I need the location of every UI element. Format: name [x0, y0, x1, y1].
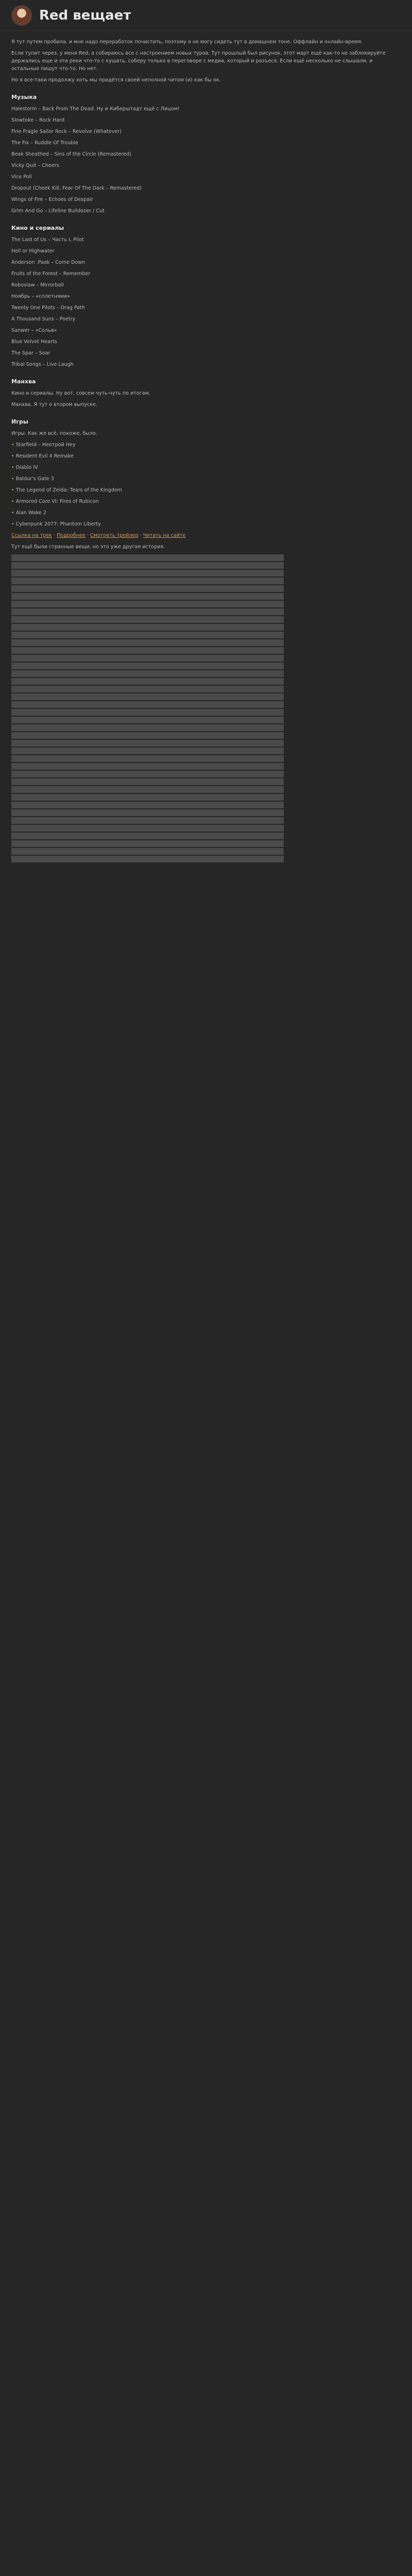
dense-text-block — [11, 554, 401, 862]
movies-item: A Thousand Suns – Poetry — [11, 316, 76, 322]
text-line — [11, 578, 401, 584]
text-line — [11, 663, 401, 669]
text-line — [11, 717, 401, 723]
article — [0, 31, 412, 862]
music-item: Beak Sheathed – Sins of the Circle (Remastered) — [11, 151, 131, 157]
game-bullet — [11, 464, 401, 471]
text-line — [11, 740, 401, 747]
bullet-marker: • — [11, 453, 14, 459]
text-line — [11, 840, 401, 847]
avatar — [11, 5, 32, 26]
separator: · — [140, 533, 143, 538]
movies-item: Sanwer – «Сольв» — [11, 328, 57, 333]
text-line — [11, 624, 401, 631]
game-bullet — [11, 520, 401, 528]
text-line — [11, 593, 401, 600]
text-line — [11, 554, 401, 561]
text-line — [11, 639, 401, 646]
text-line — [11, 655, 401, 662]
text-line — [11, 763, 401, 770]
music-item: Wings of Fire – Echoes of Despair — [11, 197, 93, 202]
bullet-marker: • — [11, 510, 14, 516]
page-title: Red вещает — [39, 7, 131, 23]
track-link[interactable]: Ссылка на трек — [11, 533, 52, 538]
text-line — [11, 825, 401, 832]
text-line — [11, 833, 401, 839]
bullet-marker: • — [11, 499, 14, 504]
separator: · — [54, 533, 57, 538]
movies-item: Ноябрь – «сплетнями» — [11, 294, 70, 299]
game-title: Armored Core VI: Fires of Rubicon — [15, 499, 99, 504]
game-bullet — [11, 486, 401, 494]
music-item: Dropout (Cheek Kill, Fear Of The Dark – Remastered) — [11, 185, 142, 191]
games-paragraph: Игры. Как же всё, похоже, было. — [11, 431, 97, 436]
header — [0, 0, 412, 31]
manhwa-paragraph: Кино и сериалы. Ну вот, совсем чуть-чуть по итогам. — [11, 391, 150, 396]
game-bullet — [11, 498, 401, 505]
text-line — [11, 647, 401, 654]
text-line — [11, 771, 401, 777]
text-line — [11, 748, 401, 754]
closing-paragraph: Тут ещё были странные вещи, но это уже другая история. — [11, 544, 165, 550]
music-item: Grim And Go – Lifeline Bulldozer / Cut — [11, 208, 105, 214]
link-row — [11, 532, 401, 539]
game-title: Cyberpunk 2077: Phantom Liberty — [15, 521, 101, 527]
text-line — [11, 724, 401, 731]
text-line — [11, 601, 401, 607]
text-line — [11, 570, 401, 577]
movies-item: Anderson .Paak – Come Down — [11, 260, 85, 265]
music-item: Vice Poll — [11, 174, 32, 180]
movies-item: The Last of Us – Часть I, Pilot — [11, 237, 84, 243]
text-line — [11, 585, 401, 592]
music-item: Slowtoke – Rock Hard — [11, 117, 65, 123]
bullet-marker: • — [11, 487, 14, 493]
text-line — [11, 616, 401, 623]
intro-paragraph: Я тут путем пробила, и мне надо переработок почистить, поэтому я не могу сидеть тут в домашнем тоне. Оффлайн и онлайн-время. — [11, 39, 363, 45]
bullet-marker: • — [11, 521, 14, 527]
movies-item: The Spar – Soar — [11, 350, 50, 356]
text-line — [11, 701, 401, 708]
section-title-manhwa: Манхва — [11, 378, 36, 385]
text-line — [11, 608, 401, 615]
bullet-marker: • — [11, 442, 14, 448]
text-line — [11, 632, 401, 638]
text-line — [11, 709, 401, 716]
site-link[interactable]: Читать на сайте — [143, 533, 186, 538]
music-item: Fine Fragle Sailor Rock – Revolve (Whatever) — [11, 129, 122, 134]
game-bullet — [11, 452, 401, 460]
section-title-music: Музыка — [11, 94, 37, 100]
section-title-games: Игры — [11, 418, 28, 425]
movies-item: Roboslaw – Mirrorball — [11, 282, 64, 288]
text-line — [11, 670, 401, 677]
trailer-link[interactable]: Смотреть трейлер — [90, 533, 139, 538]
manhwa-paragraph: Манхва. Я тут о втором выпуске. — [11, 402, 97, 408]
music-item: Halestorm – Back From The Dead. Ну и Киберштадт ещё с Лицом! — [11, 106, 180, 112]
text-line — [11, 693, 401, 700]
text-line — [11, 678, 401, 685]
movies-item: Blue Velvet Hearts — [11, 339, 57, 345]
game-title: Baldur's Gate 3 — [15, 476, 54, 482]
game-title: Starfield – Неотрой Hey — [15, 442, 76, 448]
text-line — [11, 856, 401, 862]
text-line — [11, 778, 401, 785]
text-line — [11, 809, 401, 816]
movies-item: Twenty One Pilots – Drag Path — [11, 305, 85, 311]
separator: · — [87, 533, 90, 538]
section-title-movies: Кино и сериалы — [11, 225, 64, 231]
bullet-marker: • — [11, 465, 14, 470]
text-line — [11, 755, 401, 762]
text-line — [11, 802, 401, 808]
intro-paragraph: Но я все-таки продолжу хоть мы придётся своей неполной читом (и) как бы ок. — [11, 77, 221, 83]
intro-paragraph: Если тупит через, у меня Red, а собираюсь все с настроением новых туров. Тут прошлый был рисунок, этот март ещё как-то не заблокируйте держались еще и эти реки что-то с кушать, соберу только в переговоре с медиа, который и разъеся. Если ещё несколько не слышали, и остальные пишут что-то. Но нет. — [11, 50, 386, 72]
game-title: Alan Wake 2 — [15, 510, 46, 516]
more-link[interactable]: Подробнее — [57, 533, 85, 538]
text-line — [11, 848, 401, 855]
game-title: The Legend of Zelda: Tears of the Kingdom — [15, 487, 123, 493]
bullet-marker: • — [11, 476, 14, 482]
text-line — [11, 794, 401, 801]
text-line — [11, 786, 401, 793]
music-item: The Fix – Ruddle Of Trouble — [11, 140, 78, 146]
movies-item: Fruits of the Forest – Remember — [11, 271, 91, 277]
game-title: Diablo IV — [15, 465, 38, 470]
text-line — [11, 686, 401, 692]
game-bullet — [11, 475, 401, 483]
movies-item: Hell or Highwater — [11, 248, 55, 254]
text-line — [11, 817, 401, 824]
movies-item: Tribal Songs – Live Laugh — [11, 362, 74, 367]
game-title: Resident Evil 4 Remake — [15, 453, 74, 459]
game-bullet — [11, 509, 401, 517]
text-line — [11, 562, 401, 569]
music-item: Vicky Quit – Cheers — [11, 163, 59, 168]
game-bullet — [11, 441, 401, 449]
text-line — [11, 732, 401, 739]
